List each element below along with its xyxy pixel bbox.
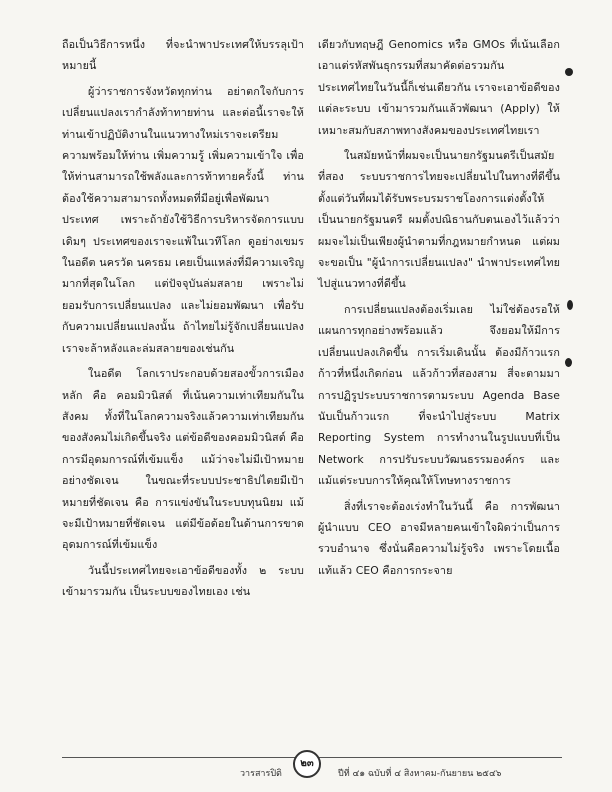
paragraph-4: วันนี้ประเทศไทยจะเอาข้อดีของทั้ง ๒ ระบบ เข้ามารวมกัน เป็นระบบของไทยเอง เช่น — [62, 563, 304, 599]
paragraph-3: ในอดีต โลกเราประกอบด้วยสองขั้วการเมืองหลัก คือ คอมมิวนิสต์ ที่เน้นความเท่าเทียมกันในสังคม ทั้งที่ในโลกความจริงแล้วความเท่าเทียมกันของสังคมไม่เกิดขึ้นจริง แต่ข้อดีของคอมมิวนิสต์ คือ การมีอุดมการณ์ที่เข้มแข็ง แม้ว่าจะไม่มีเป้าหมายอย่างชัดเจน ในขณะที่ระบบประชาธิปไตยมีเป้าหมายที่ชัดเจน คือ การแข่งขันในระบบทุนนิยม แม้จะมีเป้าหมายที่ชัดเจน แต่มีข้อด้อยในด้านการขาดอุดมการณ์ที่เข้มแข็ง — [62, 367, 304, 552]
scan-mark — [567, 300, 573, 310]
paragraph-8: สิ่งที่เราจะต้องเร่งทำในวันนี้ คือ การพัฒนาผู้นำแบบ CEO อาจมีหลายคนเข้าใจผิดว่าเป็นการรวบอำนาจ ซึ่งนั่นคือความไม่รู้จริง เพราะโดยเนื้อแท้แล้ว CEO คือการกระจาย — [318, 499, 560, 577]
scan-mark — [565, 68, 573, 76]
paragraph-6: ในสมัยหน้าที่ผมจะเป็นนายกรัฐมนตรีเป็นสมัยที่สอง ระบบราชการไทยจะเปลี่ยนไปในทางที่ดีขึ้น ตั้งแต่วันที่ผมได้รับพระบรมราชโองการแต่งตั้งให้เป็นนายกรัฐมนตรี ผมตั้งปณิธานกับตนเองไว้แล้วว่า ผมจะไม่เป็นเพียงผู้นำตามที่กฎหมายกำหนด แต่ผมจะขอเป็น "ผู้นำการเปลี่ยนแปลง" นำพาประเทศไทยไปสู่แนวทางที่ดีขึ้น — [318, 149, 560, 291]
paragraph-2: ผู้ว่าราชการจังหวัดทุกท่าน อย่าตกใจกับการเปลี่ยนแปลงเรากำลังท้าทายท่าน และต่อนี้เราจะให้ท่านเข้าปฏิบัติงานในแนวทางใหม่เราจะเตรียมความพร้อมให้ท่าน เพิ่มความรู้ เพิ่มความเข้าใจ เพื่อให้ท่านสามารถใช้พลังและการท้าทายครั้งนี้ ท่านต้องใช้ความสามารถทั้งหมดที่มีอยู่เพื่อพัฒนาประเทศ เพราะถ้ายังใช้วิธีการบริหารจัดการแบบเดิมๆ ประเทศของเราจะแพ้ในเวทีโลก ดูอย่างเขมรในอดีต นครวัด นครธม เคยเป็นแหล่งที่มีความเจริญมากที่สุดในโลก แต่ปัจจุบันล่มสลาย เพราะไม่ยอมรับการเปลี่ยนแปลง และไม่ยอมพัฒนา เพื่อรับกับความเปลี่ยนแปลงนั้น ถ้าไทยไม่รู้จักเปลี่ยนแปลง เราจะล้าหลังและล่มสลายของเช่นกัน — [62, 84, 304, 355]
paragraph-7: การเปลี่ยนแปลงต้องเริ่มเลย ไม่ใช่ต้องรอให้แผนการทุกอย่างพร้อมแล้ว จึงยอมให้มีการเปลี่ยนแปลงเกิดขึ้น การเริ่มเดินนั้น ต้องมีก้าวแรก ก้าวที่หนึ่งเกิดก่อน แล้วก้าวที่สองสาม สี่จะตามมา การปฏิรูประบบราชการตามระบบ Agenda Base นับเป็นก้าวแรก ที่จะนำไปสู่ระบบ Matrix Reporting System การทำงานในรูปแบบที่เป็น Network การปรับระบบวัฒนธรรมองค์กร และแม้แต่ระบบการให้คุณให้โทษทางราชการ — [318, 302, 560, 488]
issue-info: ปีที่ ๔๑ ฉบับที่ ๔ สิงหาคม-กันยายน ๒๕๔๖ — [338, 769, 502, 779]
left-column — [62, 34, 304, 603]
journal-name: วารสารปิติ — [240, 769, 282, 779]
scan-mark — [565, 358, 572, 367]
page-number: ๒๓ — [293, 750, 321, 778]
right-column — [318, 34, 560, 581]
paragraph-1: ถือเป็นวิธีการหนึ่ง ที่จะนำพาประเทศให้บรรลุเป้าหมายนี้ — [62, 38, 304, 73]
paragraph-5: เดียวกับทฤษฎี Genomics หรือ GMOs ที่เน้นเลือกเอาแต่รหัสพันธุกรรมที่สมาคัดต่อรวมกันประเทศไทยในวันนี้ก็เช่นเดียวกัน เราจะเอาข้อดีของแต่ละระบบ เข้ามารวมกันแล้วพัฒนา (Apply) ให้เหมาะสมกับสภาพทางสังคมของประเทศไทยเรา — [318, 38, 560, 137]
